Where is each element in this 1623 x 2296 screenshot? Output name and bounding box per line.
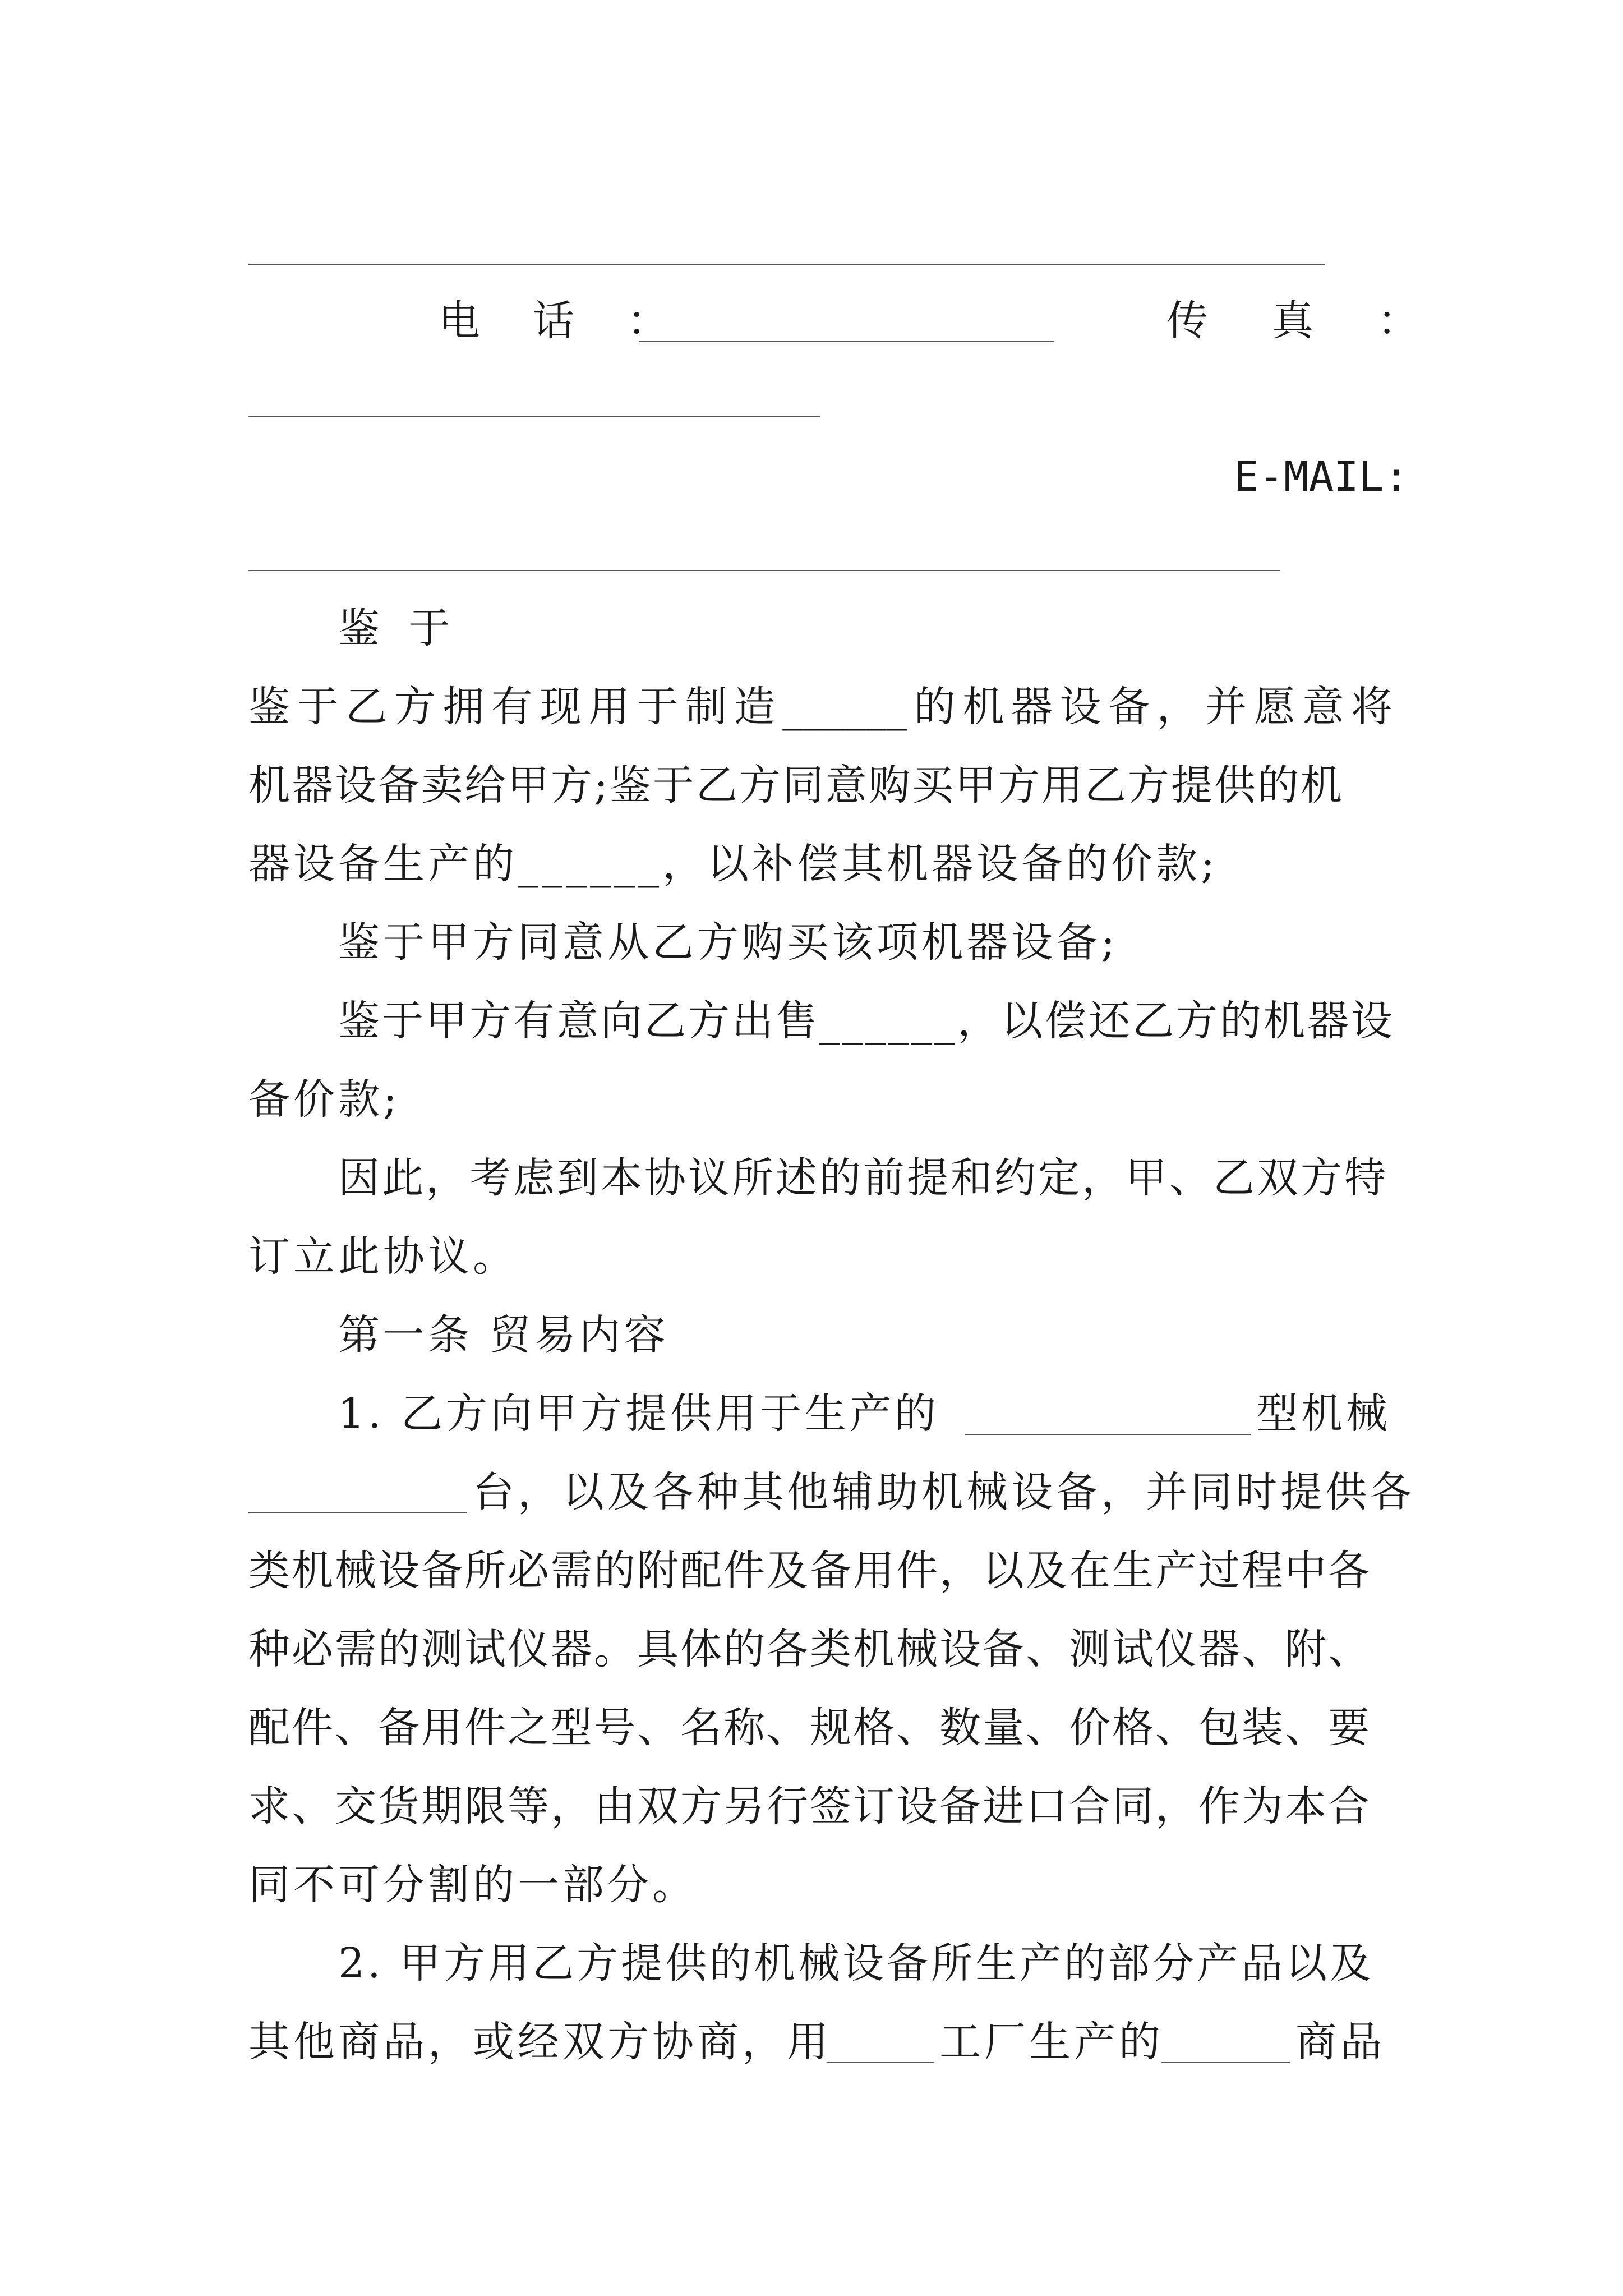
paragraph-1-line-1: 鉴 于 乙 方 拥 有 现 用 于 制 造 ______ 的 机 器 设 备 ， 并 愿 意 将 — [248, 683, 1393, 731]
article-1-heading: 第一条 贸易内容 — [338, 1311, 669, 1359]
paragraph-2: 鉴于甲方同意从乙方购买该项机器设备; — [338, 918, 1118, 967]
product-blank-line — [1161, 2062, 1290, 2063]
paragraph-3-line-1: 鉴于甲方有意向乙方出售______，以偿还乙方的机器设 — [338, 997, 1395, 1045]
article-1-clause-1-line-6: 求、交货期限等，由双方另行签订设备进口合同，作为本合 — [248, 1782, 1371, 1830]
phone-blank-line — [639, 341, 1054, 342]
phone-label: 电 话 ： — [439, 297, 674, 345]
fax-blank-line — [248, 416, 820, 417]
paragraph-4-line-1: 因此，考虑到本协议所述的前提和约定，甲、乙双方特 — [338, 1154, 1388, 1202]
article-1-clause-1-line-4: 种必需的测试仪器。具体的各类机械设备、测试仪器、附、 — [248, 1625, 1371, 1673]
article-1-clause-2-line-2-c: 商品 — [1295, 2018, 1385, 2066]
address-blank-line — [248, 264, 1325, 265]
article-1-clause-1-line-1-end: 型机械 — [1256, 1389, 1391, 1438]
article-1-clause-1-line-7: 同不可分割的一部分。 — [248, 1861, 697, 1909]
fax-label: 传 真 ： — [1166, 297, 1430, 345]
paragraph-3-line-2: 备价款; — [248, 1075, 400, 1124]
email-blank-line — [248, 570, 1280, 571]
article-1-clause-2-line-2-a: 其他商品，或经双方协商，用 — [248, 2018, 832, 2066]
article-1-clause-2-line-2-b: 工厂生产的 — [939, 2018, 1164, 2066]
article-1-clause-1-line-3: 类机械设备所必需的附配件及备用件，以及在生产过程中各 — [248, 1547, 1371, 1595]
paragraph-4-line-2: 订立此协议。 — [248, 1232, 518, 1281]
article-1-clause-1-line-2: 台，以及各种其他辅助机械设备，并同时提供各 — [473, 1468, 1415, 1516]
email-label: E-MAIL: — [1234, 453, 1409, 501]
whereas-heading: 鉴 于 — [338, 604, 458, 652]
article-1-clause-2-line-1: 2. 甲方用乙方提供的机械设备所生产的部分产品以及 — [338, 1939, 1375, 1987]
paragraph-1-line-2: 机器设备卖给甲方;鉴于乙方同意购买甲方用乙方提供的机 — [248, 761, 1344, 809]
article-1-clause-1-line-1-start: 1. 乙方向甲方提供用于生产的 — [338, 1389, 940, 1438]
factory-blank-line — [827, 2062, 934, 2063]
paragraph-1-line-3: 器设备生产的______，以补偿其机器设备的价款; — [248, 840, 1218, 888]
model-blank-line — [965, 1434, 1251, 1435]
article-1-clause-1-line-5: 配件、备用件之型号、名称、规格、数量、价格、包装、要 — [248, 1704, 1371, 1752]
quantity-blank-line — [248, 1512, 467, 1513]
